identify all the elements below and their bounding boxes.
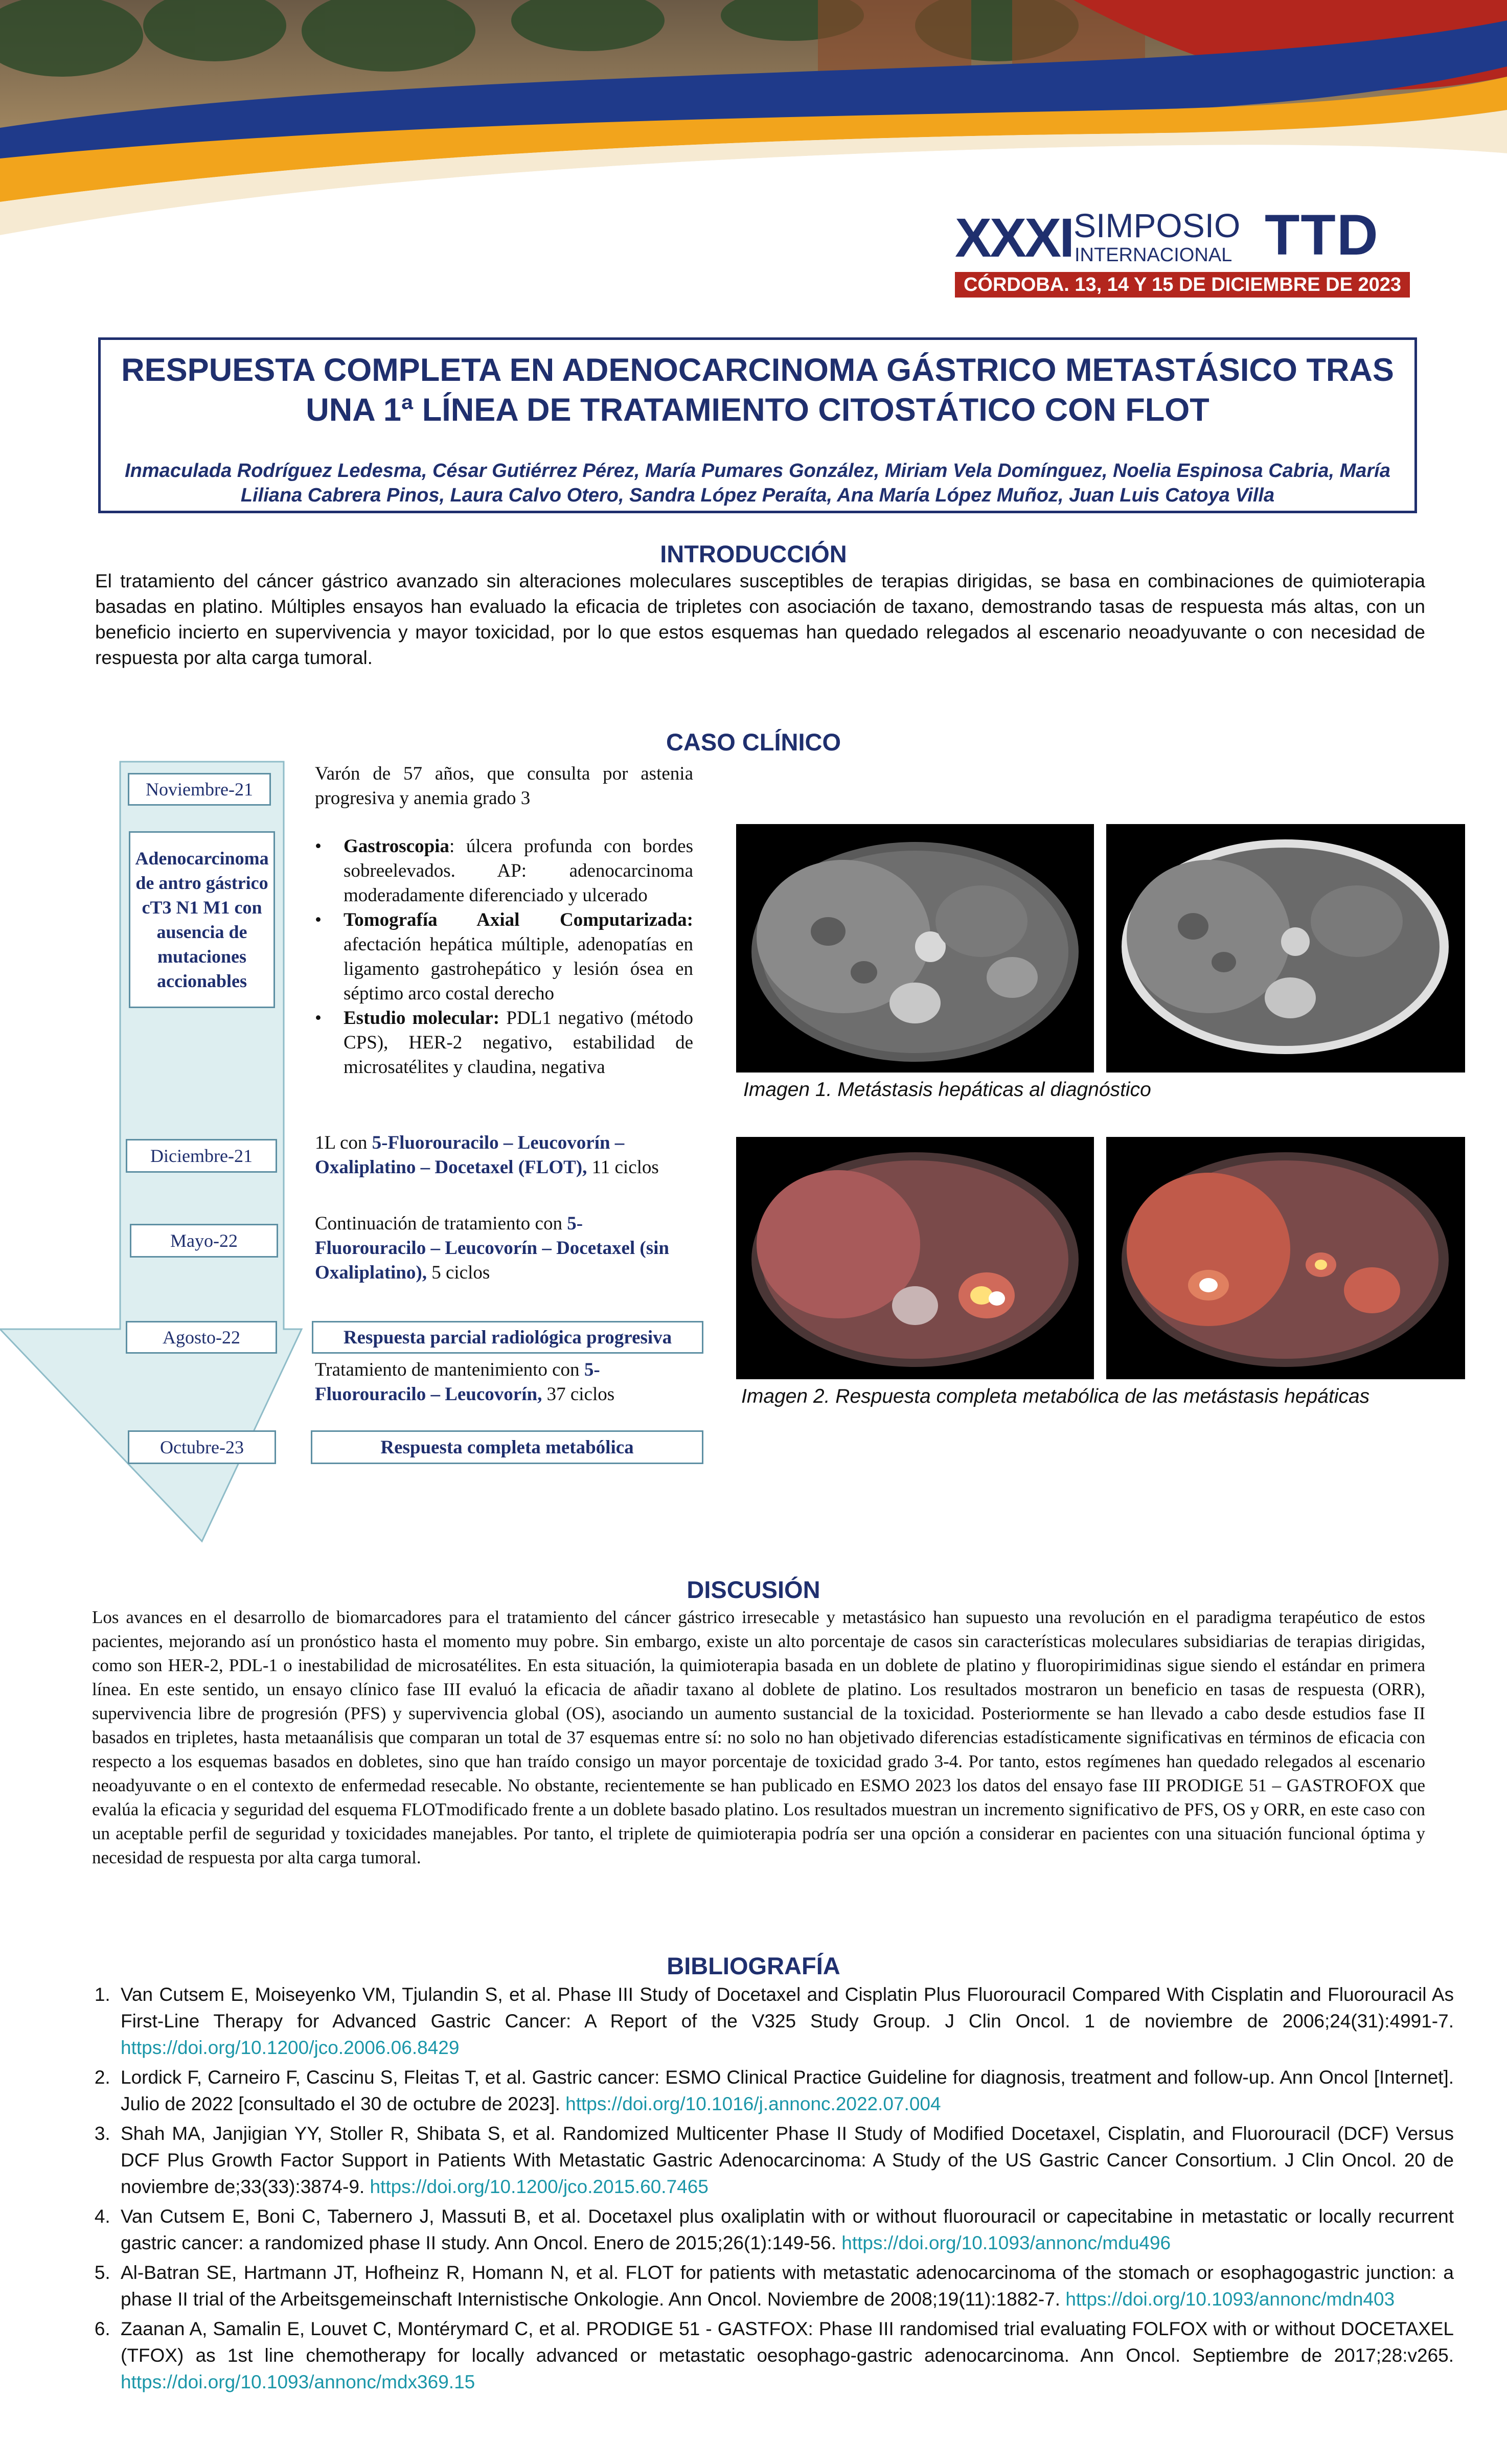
header-banner bbox=[0, 0, 1507, 235]
treatment-regimen: 5-Fluorouracilo – Leucovorín – Docetaxel (sin Oxaliplatino), bbox=[315, 1213, 669, 1283]
finding-text: PDL1 negativo (método CPS), HER-2 negativo, estabilidad de microsatélites y claudina, negativa bbox=[344, 1008, 693, 1078]
timeline-date-nov21: Noviembre-21 bbox=[128, 773, 271, 806]
logo-roman-numeral: XXXI bbox=[955, 207, 1073, 268]
partial-response-box: Respuesta parcial radiológica progresiva bbox=[312, 1321, 703, 1354]
finding-text: afectación hepática múltiple, adenopatías en ligamento gastrohepático y lesión ósea en séptimo arco costal derecho bbox=[344, 934, 693, 1004]
reference-link[interactable]: https://doi.org/10.1016/j.annonc.2022.07.004 bbox=[565, 2093, 941, 2114]
first-line-treatment bbox=[315, 1131, 693, 1180]
poster-title: RESPUESTA COMPLETA EN ADENOCARCINOMA GÁSTRICO METASTÁSICO TRAS UNA 1ª LÍNEA DE TRATAMIENTO CITOSTÁTICO CON FLOT bbox=[121, 352, 1394, 428]
timeline-diagnosis: Adenocarcinoma de antro gástrico cT3 N1 M1 con ausencia de mutaciones accionables bbox=[129, 831, 275, 1008]
finding-molecular bbox=[315, 1006, 693, 1080]
timeline-date-may22: Mayo-22 bbox=[130, 1224, 278, 1258]
logo-simposio: SIMPOSIO bbox=[1074, 207, 1241, 244]
title-box bbox=[98, 337, 1417, 513]
pet-scan-image-right bbox=[1106, 1137, 1465, 1379]
case-heading: CASO CLÍNICO bbox=[666, 728, 841, 756]
reference-link[interactable]: https://doi.org/10.1093/annonc/mdu496 bbox=[841, 2232, 1171, 2253]
finding-label: Gastroscopia bbox=[344, 836, 449, 857]
treatment-cycles: 11 ciclos bbox=[587, 1157, 659, 1178]
finding-label: Tomografía Axial Computarizada: bbox=[344, 909, 693, 930]
finding-gastroscopy bbox=[315, 834, 693, 908]
introduction-body: El tratamiento del cáncer gástrico avanzado sin alteraciones moleculares susceptibles de terapias dirigidas, se basa en combinaciones de quimioterapia basadas en platino. Múltiples ensayos han evaluado la eficacia de tripletes con asociación de taxano, demostrando tasas de respuesta más altas, con un beneficio incierto en supervivencia y mayor toxicidad, por lo que estos esquemas han quedado relegados al escenario neoadyuvante o con necesidad de respuesta por alta carga tumoral. bbox=[95, 571, 1425, 668]
reference-link[interactable]: https://doi.org/10.1200/jco.2006.06.8429 bbox=[121, 2037, 460, 2058]
ct-scan-image-left bbox=[736, 824, 1094, 1073]
treatment-prefix: 1L con bbox=[315, 1132, 372, 1153]
reference-item bbox=[116, 2120, 1454, 2200]
case-presentation: Varón de 57 años, que consulta por astenia progresiva y anemia grado 3 bbox=[315, 763, 693, 809]
reference-text: Van Cutsem E, Moiseyenko VM, Tjulandin S, et al. Phase III Study of Docetaxel and Cisplatin Plus Fluorouracil Compared With Cisplatin and Fluorouracil As First-Line Therapy for Advanced Gastric Cancer: A Report of the V325 Study Group. J Clin Oncol. 1 de noviembre de 2006;24(31):4991-7. bbox=[121, 1984, 1454, 2032]
treatment-prefix: Continuación de tratamiento con bbox=[315, 1213, 567, 1234]
complete-response-box: Respuesta completa metabólica bbox=[311, 1430, 703, 1464]
discussion-body: Los avances en el desarrollo de biomarcadores para el tratamiento del cáncer gástrico irresecable y metastásico han supuesto una revolución en el paradigma terapéutico de estos pacientes, mejorando así un pronóstico hasta el momento muy pobre. Sin embargo, existe un alto porcentaje de casos sin características moleculares subsidiarias de terapias dirigidas, como son HER-2, PDL-1 o inestabilidad de microsatélites. En esta situación, la quimioterapia basada en un doblete de platino y fluoropirimidinas sigue siendo el estándar en primera línea. En este sentido, un ensayo clínico fase III evaluó la eficacia de añadir taxano al doblete de platino. Los resultados mostraron un beneficio en tasas de respuesta (ORR), supervivencia libre de progresión (PFS) y supervivencia global (OS), asociando un aumento sustancial de la toxicidad. Posteriormente se han llevado a cabo desde estudios fase II basados en tripletes, hasta metaanálisis que comparan un total de 37 esquemas entre sí: no solo no han objetivado diferencias estadísticamente significativas en términos de eficacia con respecto a los esquemas basados en dobletes, sino que han traído consigo un mayor porcentaje de toxicidad grado 3-4. Por tanto, estos regímenes han quedado relegados al escenario neoadyuvante o en el contexto de enfermedad resecable. No obstante, recientemente se han publicado en ESMO 2023 los datos del ensayo fase III PRODIGE 51 – GASTROFOX que evalúa la eficacia y seguridad del esquema FLOTmodificado frente a un doblete basado platino. Los resultados muestran un incremento significativo de PFS, OS y ORR, en este caso con un aceptable perfil de seguridad y toxicidades manejables. Por tanto, el triplete de quimioterapia podría ser una opción a considerar en pacientes con una situación funcional óptima y necesidad de respuesta por alta carga tumoral. bbox=[92, 1607, 1425, 1867]
maintenance-treatment bbox=[315, 1358, 693, 1407]
treatment-regimen: 5-Fluorouracilo – Leucovorín – Oxaliplatino – Docetaxel (FLOT), bbox=[315, 1132, 625, 1178]
continuation-treatment bbox=[315, 1212, 693, 1285]
author-list: Inmaculada Rodríguez Ledesma, César Gutiérrez Pérez, María Pumares González, Miriam Vela Domínguez, Noelia Espinosa Cabria, María Liliana Cabrera Pinos, Laura Calvo Otero, Sandra López Peraíta, Ana María López Muñoz, Juan Luis Catoya Villa bbox=[125, 460, 1390, 506]
bibliography-heading: BIBLIOGRAFÍA bbox=[667, 1952, 840, 1979]
finding-ct bbox=[315, 908, 693, 1006]
reference-item bbox=[116, 2064, 1454, 2117]
treatment-prefix: Tratamiento de mantenimiento con bbox=[315, 1359, 584, 1380]
logo-ttd: TTD bbox=[1265, 203, 1379, 267]
event-date-banner: CÓRDOBA. 13, 14 Y 15 DE DICIEMBRE DE 2023 bbox=[955, 272, 1410, 298]
treatment-cycles: 5 ciclos bbox=[426, 1262, 490, 1283]
introduction-heading: INTRODUCCIÓN bbox=[660, 540, 847, 567]
reference-item bbox=[116, 1981, 1454, 2061]
finding-text: : úlcera profunda con bordes sobreelevados. AP: adenocarcinoma moderadamente diferenciado y ulcerado bbox=[344, 836, 693, 906]
reference-item bbox=[116, 2260, 1454, 2313]
reference-link[interactable]: https://doi.org/10.1093/annonc/mdn403 bbox=[1065, 2289, 1395, 2310]
reference-link[interactable]: https://doi.org/10.1200/jco.2015.60.7465 bbox=[370, 2176, 709, 2197]
treatment-regimen: 5-Fluorouracilo – Leucovorín, bbox=[315, 1359, 600, 1405]
reference-list bbox=[87, 1981, 1454, 2399]
event-logo bbox=[955, 203, 1410, 299]
reference-text: Zaanan A, Samalin E, Louvet C, Montérymard C, et al. PRODIGE 51 - GASTFOX: Phase III randomised trial evaluating FOLFOX with or without DOCETAXEL (TFOX) as 1st line chemotherapy for locally advanced or metastatic oesophago-gastric adenocarcinoma. Ann Oncol. Septiembre de 2017;28:v265. bbox=[121, 2318, 1454, 2366]
image1-caption: Imagen 1. Metástasis hepáticas al diagnóstico bbox=[743, 1079, 1151, 1101]
timeline-date-ago22: Agosto-22 bbox=[126, 1321, 277, 1354]
reference-text: Shah MA, Janjigian YY, Stoller R, Shibata S, et al. Randomized Multicenter Phase II Study of Modified Docetaxel, Cisplatin, and Fluorouracil (DCF) Versus DCF Plus Growth Factor Support in Patients With Metastatic Gastric Adenocarcinoma: A Study of the US Gastric Cancer Consortium. J Clin Oncol. 20 de noviembre de;33(33):3874-9. bbox=[121, 2123, 1454, 2197]
ct-scan-image-right bbox=[1106, 824, 1465, 1073]
discussion-heading: DISCUSIÓN bbox=[687, 1576, 820, 1603]
timeline-date-oct23: Octubre-23 bbox=[128, 1430, 276, 1464]
reference-item bbox=[116, 2203, 1454, 2256]
logo-internacional: INTERNACIONAL bbox=[1075, 244, 1232, 266]
reference-text: Van Cutsem E, Boni C, Tabernero J, Massuti B, et al. Docetaxel plus oxaliplatin with or without fluorouracil or capecitabine in metastatic or locally recurrent gastric cancer: a randomized phase II study. Ann Oncol. Enero de 2015;26(1):149-56. bbox=[121, 2206, 1454, 2253]
finding-label: Estudio molecular: bbox=[344, 1008, 500, 1029]
image2-caption: Imagen 2. Respuesta completa metabólica de las metástasis hepáticas bbox=[741, 1385, 1370, 1407]
pet-scan-image-left bbox=[736, 1137, 1094, 1379]
timeline-date-dic21: Diciembre-21 bbox=[126, 1139, 277, 1173]
treatment-cycles: 37 ciclos bbox=[542, 1384, 615, 1405]
reference-text: Lordick F, Carneiro F, Cascinu S, Fleitas T, et al. Gastric cancer: ESMO Clinical Practice Guideline for diagnosis, treatment and follow-up. Ann Oncol [Internet]. Julio de 2022 [consultado el 30 de octubre de 2023]. bbox=[121, 2067, 1454, 2114]
reference-link[interactable]: https://doi.org/10.1093/annonc/mdx369.15 bbox=[121, 2371, 475, 2392]
reference-item bbox=[116, 2316, 1454, 2395]
case-findings bbox=[315, 834, 693, 1080]
reference-text: Al-Batran SE, Hartmann JT, Hofheinz R, Homann N, et al. FLOT for patients with metastatic adenocarcinoma of the stomach or esophagogastric junction: a phase II trial of the Arbeitsgemeinschaft Internistische Onkologie. Ann Oncol. Noviembre de 2008;19(11):1882-7. bbox=[121, 2262, 1454, 2310]
